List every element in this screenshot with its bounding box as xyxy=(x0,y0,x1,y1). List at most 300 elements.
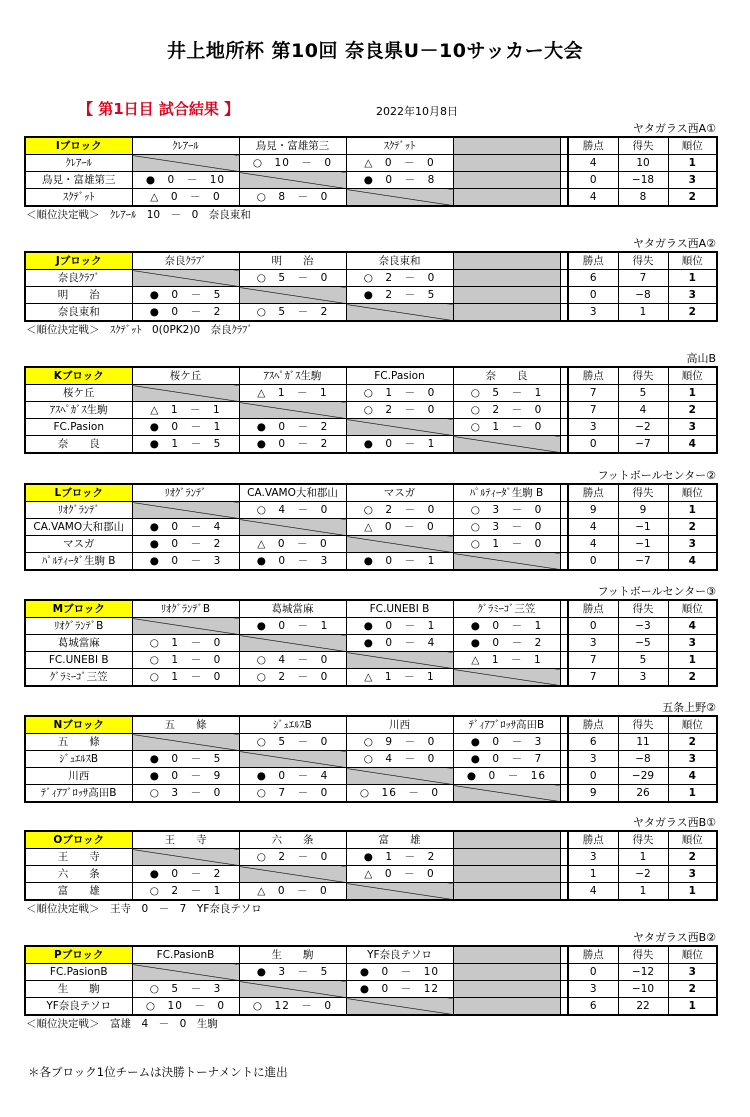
venue-label: フットボールセンター② xyxy=(597,469,716,482)
match-result: ● 0 － 2 xyxy=(132,866,239,883)
header-row xyxy=(25,137,717,155)
diagonal-cell xyxy=(346,419,453,436)
column-team-header: 葛城當麻 xyxy=(239,600,346,618)
rank-header: 順位 xyxy=(668,252,717,270)
spacer-cell xyxy=(560,618,568,635)
goal-diff-value: 3 xyxy=(618,669,668,687)
match-result: ● 0 － 9 xyxy=(132,768,239,785)
match-result: △ 0 － 0 xyxy=(132,189,239,207)
table-row xyxy=(25,734,717,751)
goal-diff-value: −3 xyxy=(618,618,668,635)
diagonal-cell xyxy=(132,849,239,866)
ranking-playoff-note: ＜順位決定戦＞ 富雄 4 － 0 生駒 xyxy=(26,1018,218,1030)
goal-diff-header: 得失 xyxy=(618,831,668,849)
spacer-cell xyxy=(560,172,568,189)
match-result: ○ 2 － 1 xyxy=(132,883,239,901)
match-result: ● 0 － 1 xyxy=(132,419,239,436)
block-name: Oブロック xyxy=(25,831,132,849)
points-value: 1 xyxy=(568,866,618,883)
table-row xyxy=(25,866,717,883)
rank-value: 4 xyxy=(668,768,717,785)
match-result: ● 0 － 2 xyxy=(132,536,239,553)
row-team-name: YF奈良テソロ xyxy=(25,998,132,1016)
row-team-name: 五 條 xyxy=(25,734,132,751)
block-table xyxy=(24,715,718,803)
points-header: 勝点 xyxy=(568,831,618,849)
match-result: ● 0 － 7 xyxy=(453,751,560,768)
diagonal-cell xyxy=(239,402,346,419)
row-team-name: ﾊﾟﾙﾃｨｰﾀﾞ生駒 B xyxy=(25,553,132,571)
match-result: ● 1 － 5 xyxy=(132,436,239,454)
goal-diff-value: −1 xyxy=(618,519,668,536)
points-value: 3 xyxy=(568,304,618,322)
match-result: ○ 12 － 0 xyxy=(239,998,346,1016)
diagonal-cell xyxy=(132,618,239,635)
rank-value: 2 xyxy=(668,669,717,687)
ranking-playoff-note: ＜順位決定戦＞ ｸﾚｱｰﾙ 10 － 0 奈良東和 xyxy=(26,209,251,221)
block-table xyxy=(24,136,718,207)
rank-value: 1 xyxy=(668,883,717,901)
column-team-header: マスガ xyxy=(346,484,453,502)
empty-cell xyxy=(453,981,560,998)
spacer-cell xyxy=(560,287,568,304)
table-row xyxy=(25,385,717,402)
row-team-name: 桜ケ丘 xyxy=(25,385,132,402)
spacer-cell xyxy=(560,866,568,883)
table-row xyxy=(25,618,717,635)
row-team-name: ﾘｵｸﾞﾗﾝﾃﾞ xyxy=(25,502,132,519)
column-team-header: ﾃﾞｨｱﾌﾞﾛｯｻ高田B xyxy=(453,716,560,734)
goal-diff-header: 得失 xyxy=(618,484,668,502)
goal-diff-value: 11 xyxy=(618,734,668,751)
match-result: ○ 1 － 0 xyxy=(453,536,560,553)
table-row xyxy=(25,436,717,454)
spacer-cell xyxy=(560,831,568,849)
rank-value: 3 xyxy=(668,866,717,883)
rank-value: 3 xyxy=(668,964,717,981)
rank-value: 2 xyxy=(668,304,717,322)
table-row xyxy=(25,287,717,304)
match-result: ● 0 － 1 xyxy=(346,436,453,454)
points-value: 4 xyxy=(568,519,618,536)
match-result: ○ 4 － 0 xyxy=(346,751,453,768)
spacer-cell xyxy=(560,716,568,734)
row-team-name: ﾘｵｸﾞﾗﾝﾃﾞB xyxy=(25,618,132,635)
match-result: ○ 2 － 0 xyxy=(346,502,453,519)
day-heading: 【 第1日目 試合結果 】 xyxy=(78,100,240,118)
table-row xyxy=(25,751,717,768)
match-result: ● 0 － 8 xyxy=(346,172,453,189)
spacer-cell xyxy=(560,536,568,553)
points-header: 勝点 xyxy=(568,367,618,385)
match-result: ● 0 － 1 xyxy=(239,618,346,635)
row-team-name: ｱｽﾍﾟｶﾞｽ生駒 xyxy=(25,402,132,419)
spacer-cell xyxy=(560,502,568,519)
points-value: 3 xyxy=(568,635,618,652)
empty-cell xyxy=(453,270,560,287)
rank-header: 順位 xyxy=(668,137,717,155)
diagonal-cell xyxy=(346,536,453,553)
points-value: 0 xyxy=(568,436,618,454)
spacer-cell xyxy=(560,981,568,998)
block-table xyxy=(24,251,718,322)
spacer-cell xyxy=(560,155,568,172)
match-result: ● 1 － 2 xyxy=(346,849,453,866)
empty-cell xyxy=(453,831,560,849)
block-table xyxy=(24,366,718,454)
empty-cell xyxy=(453,883,560,901)
goal-diff-value: 22 xyxy=(618,998,668,1016)
table-row xyxy=(25,785,717,803)
column-team-header: 川西 xyxy=(346,716,453,734)
spacer-cell xyxy=(560,751,568,768)
match-result: ○ 16 － 0 xyxy=(346,785,453,803)
points-value: 0 xyxy=(568,553,618,571)
match-result: △ 0 － 0 xyxy=(239,883,346,901)
match-result: ● 0 － 2 xyxy=(132,304,239,322)
column-team-header: 五 條 xyxy=(132,716,239,734)
table-row xyxy=(25,304,717,322)
block-section xyxy=(24,930,716,1032)
spacer-cell xyxy=(560,270,568,287)
table-row xyxy=(25,270,717,287)
points-value: 3 xyxy=(568,849,618,866)
diagonal-cell xyxy=(453,436,560,454)
goal-diff-value: 1 xyxy=(618,849,668,866)
match-result: ○ 4 － 0 xyxy=(239,502,346,519)
block-name: Jブロック xyxy=(25,252,132,270)
row-team-name: 奈 良 xyxy=(25,436,132,454)
points-value: 7 xyxy=(568,652,618,669)
spacer-cell xyxy=(560,385,568,402)
empty-cell xyxy=(453,964,560,981)
diagonal-cell xyxy=(346,998,453,1016)
match-result: ● 2 － 5 xyxy=(346,287,453,304)
row-team-name: CA.VAMO大和郡山 xyxy=(25,519,132,536)
points-header: 勝点 xyxy=(568,137,618,155)
row-team-name: 奈良東和 xyxy=(25,304,132,322)
rank-value: 4 xyxy=(668,553,717,571)
match-result: ○ 5 － 0 xyxy=(239,270,346,287)
points-value: 7 xyxy=(568,669,618,687)
row-team-name: ｸﾚｱｰﾙ xyxy=(25,155,132,172)
empty-cell xyxy=(453,998,560,1016)
points-value: 9 xyxy=(568,785,618,803)
goal-diff-value: −2 xyxy=(618,419,668,436)
match-result: ● 0 － 1 xyxy=(346,618,453,635)
row-team-name: マスガ xyxy=(25,536,132,553)
spacer-cell xyxy=(560,768,568,785)
diagonal-cell xyxy=(346,652,453,669)
match-result: ○ 1 － 0 xyxy=(132,652,239,669)
block-name: Lブロック xyxy=(25,484,132,502)
row-team-name: 富 雄 xyxy=(25,883,132,901)
spacer-cell xyxy=(560,367,568,385)
match-result: ○ 5 － 1 xyxy=(453,385,560,402)
column-team-header: CA.VAMO大和郡山 xyxy=(239,484,346,502)
rank-value: 1 xyxy=(668,270,717,287)
match-result: ○ 1 － 0 xyxy=(132,635,239,652)
rank-value: 2 xyxy=(668,402,717,419)
venue-label: 五条上野② xyxy=(662,701,716,714)
ranking-playoff-note: ＜順位決定戦＞ ｽｸﾃﾞｯﾄ 0(0PK2)0 奈良ｸﾗﾌﾞ xyxy=(26,324,253,336)
points-header: 勝点 xyxy=(568,484,618,502)
points-value: 6 xyxy=(568,998,618,1016)
match-result: ○ 1 － 0 xyxy=(346,385,453,402)
empty-cell xyxy=(453,172,560,189)
match-result: ● 0 － 2 xyxy=(239,419,346,436)
goal-diff-value: 1 xyxy=(618,304,668,322)
match-result: ● 0 － 10 xyxy=(132,172,239,189)
match-result: ○ 8 － 0 xyxy=(239,189,346,207)
spacer-cell xyxy=(560,553,568,571)
points-value: 0 xyxy=(568,768,618,785)
empty-cell xyxy=(453,849,560,866)
points-value: 4 xyxy=(568,536,618,553)
spacer-cell xyxy=(560,484,568,502)
rank-value: 1 xyxy=(668,155,717,172)
event-date: 2022年10月8日 xyxy=(376,105,458,118)
diagonal-cell xyxy=(132,270,239,287)
spacer-cell xyxy=(560,785,568,803)
table-row xyxy=(25,652,717,669)
column-team-header: 奈良ｸﾗﾌﾞ xyxy=(132,252,239,270)
match-result: ● 0 － 4 xyxy=(239,768,346,785)
column-team-header: 鳥見・富雄第三 xyxy=(239,137,346,155)
table-row xyxy=(25,981,717,998)
row-team-name: 川西 xyxy=(25,768,132,785)
block-section xyxy=(24,815,716,917)
column-team-header: 六 条 xyxy=(239,831,346,849)
row-team-name: 明 治 xyxy=(25,287,132,304)
row-team-name: 王 寺 xyxy=(25,849,132,866)
rank-value: 3 xyxy=(668,751,717,768)
empty-cell xyxy=(453,946,560,964)
spacer-cell xyxy=(560,964,568,981)
empty-cell xyxy=(453,287,560,304)
points-value: 0 xyxy=(568,287,618,304)
points-value: 4 xyxy=(568,155,618,172)
match-result: △ 1 － 1 xyxy=(239,385,346,402)
spacer-cell xyxy=(560,436,568,454)
row-team-name: FC.UNEBI B xyxy=(25,652,132,669)
empty-cell xyxy=(453,155,560,172)
diagonal-cell xyxy=(132,155,239,172)
goal-diff-header: 得失 xyxy=(618,600,668,618)
match-result: △ 1 － 1 xyxy=(453,652,560,669)
diagonal-cell xyxy=(453,785,560,803)
points-header: 勝点 xyxy=(568,600,618,618)
match-result: ○ 2 － 0 xyxy=(453,402,560,419)
diagonal-cell xyxy=(346,304,453,322)
block-section xyxy=(24,700,716,803)
table-row xyxy=(25,883,717,901)
empty-cell xyxy=(453,304,560,322)
row-team-name: 葛城當麻 xyxy=(25,635,132,652)
goal-diff-value: 10 xyxy=(618,155,668,172)
spacer-cell xyxy=(560,946,568,964)
spacer-cell xyxy=(560,998,568,1016)
points-value: 4 xyxy=(568,189,618,207)
match-result: ○ 5 － 3 xyxy=(132,981,239,998)
rank-header: 順位 xyxy=(668,716,717,734)
goal-diff-value: −5 xyxy=(618,635,668,652)
block-section xyxy=(24,121,716,223)
points-value: 3 xyxy=(568,419,618,436)
rank-value: 3 xyxy=(668,172,717,189)
table-row xyxy=(25,155,717,172)
goal-diff-value: 26 xyxy=(618,785,668,803)
table-row xyxy=(25,964,717,981)
points-value: 6 xyxy=(568,270,618,287)
match-result: ● 0 － 1 xyxy=(346,553,453,571)
diagonal-cell xyxy=(239,866,346,883)
match-result: ● 3 － 5 xyxy=(239,964,346,981)
block-name: Kブロック xyxy=(25,367,132,385)
column-team-header: ｼﾞｭｴﾙｽB xyxy=(239,716,346,734)
row-team-name: ｽｸﾃﾞｯﾄ xyxy=(25,189,132,207)
column-team-header: FC.Pasion xyxy=(346,367,453,385)
header-row xyxy=(25,600,717,618)
match-result: ○ 2 － 0 xyxy=(239,669,346,687)
block-table xyxy=(24,830,718,901)
venue-label: ヤタガラス西A① xyxy=(633,122,716,135)
column-team-header: 奈良東和 xyxy=(346,252,453,270)
table-row xyxy=(25,172,717,189)
points-value: 7 xyxy=(568,402,618,419)
column-team-header: 王 寺 xyxy=(132,831,239,849)
diagonal-cell xyxy=(132,964,239,981)
points-value: 7 xyxy=(568,385,618,402)
column-team-header: YF奈良テソロ xyxy=(346,946,453,964)
diagonal-cell xyxy=(239,635,346,652)
spacer-cell xyxy=(560,137,568,155)
diagonal-cell xyxy=(239,981,346,998)
match-result: ○ 10 － 0 xyxy=(132,998,239,1016)
rank-header: 順位 xyxy=(668,600,717,618)
goal-diff-value: 5 xyxy=(618,652,668,669)
points-value: 3 xyxy=(568,751,618,768)
goal-diff-header: 得失 xyxy=(618,367,668,385)
match-result: ● 0 － 2 xyxy=(453,635,560,652)
empty-cell xyxy=(453,189,560,207)
goal-diff-value: −7 xyxy=(618,553,668,571)
diagonal-cell xyxy=(346,189,453,207)
points-value: 9 xyxy=(568,502,618,519)
goal-diff-value: −1 xyxy=(618,536,668,553)
spacer-cell xyxy=(560,419,568,436)
goal-diff-value: 5 xyxy=(618,385,668,402)
goal-diff-header: 得失 xyxy=(618,137,668,155)
rank-value: 3 xyxy=(668,419,717,436)
venue-label: フットボールセンター③ xyxy=(597,585,716,598)
diagonal-cell xyxy=(239,172,346,189)
diagonal-cell xyxy=(239,287,346,304)
block-table xyxy=(24,599,718,687)
column-team-header: 明 治 xyxy=(239,252,346,270)
goal-diff-value: 9 xyxy=(618,502,668,519)
spacer-cell xyxy=(560,402,568,419)
goal-diff-value: 7 xyxy=(618,270,668,287)
column-team-header: ﾘｵｸﾞﾗﾝﾃﾞ xyxy=(132,484,239,502)
venue-label: ヤタガラス西B① xyxy=(633,816,716,829)
rank-value: 3 xyxy=(668,287,717,304)
column-team-header: ｱｽﾍﾟｶﾞｽ生駒 xyxy=(239,367,346,385)
goal-diff-value: −18 xyxy=(618,172,668,189)
goal-diff-value: 1 xyxy=(618,883,668,901)
match-result: ● 0 － 3 xyxy=(453,734,560,751)
spacer-cell xyxy=(560,519,568,536)
row-team-name: 鳥見・富雄第三 xyxy=(25,172,132,189)
rank-value: 2 xyxy=(668,981,717,998)
block-name: Nブロック xyxy=(25,716,132,734)
spacer-cell xyxy=(560,600,568,618)
goal-diff-header: 得失 xyxy=(618,946,668,964)
diagonal-cell xyxy=(132,385,239,402)
diagonal-cell xyxy=(346,768,453,785)
diagonal-cell xyxy=(453,553,560,571)
block-section xyxy=(24,351,716,454)
column-team-header: 奈 良 xyxy=(453,367,560,385)
match-result: ● 0 － 1 xyxy=(453,618,560,635)
row-team-name: 生 駒 xyxy=(25,981,132,998)
points-header: 勝点 xyxy=(568,946,618,964)
column-team-header: ｸﾞﾗﾐｰｺﾞ三笠 xyxy=(453,600,560,618)
block-section xyxy=(24,468,716,571)
rank-header: 順位 xyxy=(668,946,717,964)
table-row xyxy=(25,669,717,687)
block-name: Mブロック xyxy=(25,600,132,618)
match-result: ○ 1 － 0 xyxy=(132,669,239,687)
page-title: 井上地所杯 第10回 奈良県U－10サッカー大会 xyxy=(166,40,584,62)
match-result: ○ 10 － 0 xyxy=(239,155,346,172)
spacer-cell xyxy=(560,304,568,322)
points-header: 勝点 xyxy=(568,716,618,734)
column-team-header: 桜ケ丘 xyxy=(132,367,239,385)
points-value: 0 xyxy=(568,964,618,981)
rank-value: 1 xyxy=(668,785,717,803)
row-team-name: ﾃﾞｨｱﾌﾞﾛｯｻ高田B xyxy=(25,785,132,803)
spacer-cell xyxy=(560,734,568,751)
spacer-cell xyxy=(560,252,568,270)
match-result: ● 0 － 12 xyxy=(346,981,453,998)
header-row xyxy=(25,367,717,385)
match-result: △ 0 － 0 xyxy=(346,866,453,883)
match-result: △ 1 － 1 xyxy=(346,669,453,687)
goal-diff-value: −8 xyxy=(618,751,668,768)
diagonal-cell xyxy=(346,883,453,901)
block-section xyxy=(24,584,716,687)
header-row xyxy=(25,252,717,270)
match-result: ● 0 － 2 xyxy=(239,436,346,454)
row-team-name: ｸﾞﾗﾐｰｺﾞ三笠 xyxy=(25,669,132,687)
diagonal-cell xyxy=(239,751,346,768)
match-result: ○ 3 － 0 xyxy=(132,785,239,803)
match-result: ○ 4 － 0 xyxy=(239,652,346,669)
block-table xyxy=(24,945,718,1016)
table-row xyxy=(25,635,717,652)
spacer-cell xyxy=(560,635,568,652)
match-result: ○ 2 － 0 xyxy=(239,849,346,866)
points-value: 3 xyxy=(568,981,618,998)
diagonal-cell xyxy=(132,502,239,519)
ranking-playoff-note: ＜順位決定戦＞ 王寺 0 － 7 YF奈良テソロ xyxy=(26,903,262,915)
match-result: ● 0 － 3 xyxy=(132,553,239,571)
diagonal-cell xyxy=(453,669,560,687)
row-team-name: ｼﾞｭｴﾙｽB xyxy=(25,751,132,768)
rank-value: 4 xyxy=(668,618,717,635)
table-row xyxy=(25,502,717,519)
